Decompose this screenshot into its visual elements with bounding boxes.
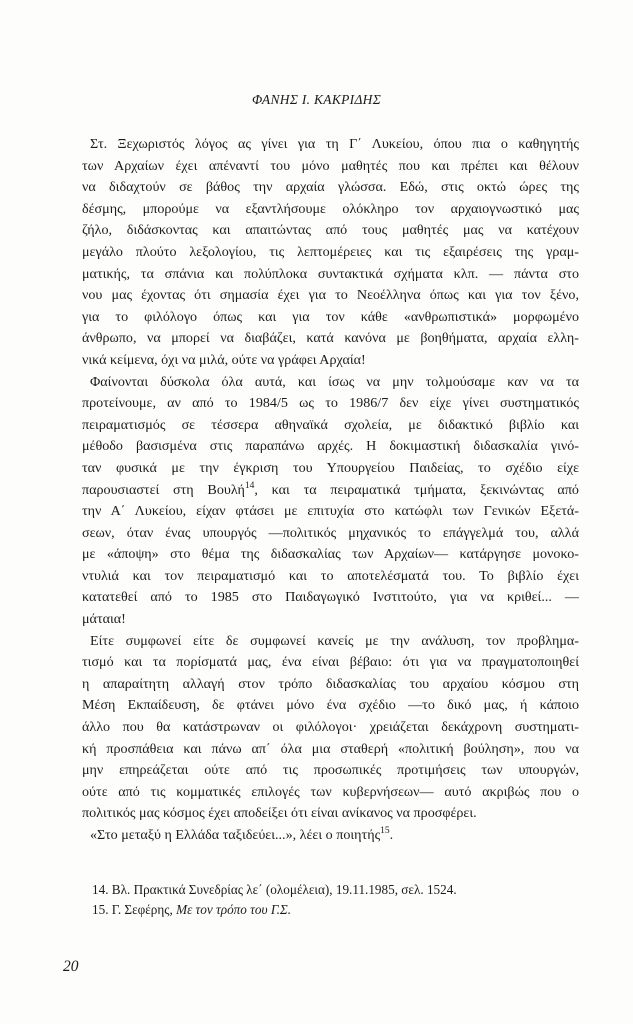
text-line: κή προσπάθεια και πάνω απ΄ όλα μια σταθερή «πολιτική βούληση», που να bbox=[82, 740, 579, 757]
text-segment: «Στο μεταξύ η Ελλάδα ταξιδεύει...», λέει ο ποιητής bbox=[90, 827, 381, 843]
text-line: την Α΄ Λυκείου, είχαν φτάσει με επιτυχία στο κατώφλι των Γενικών Εξετά- bbox=[82, 503, 579, 520]
footnote-ref-15: 15 bbox=[380, 826, 390, 836]
text-line: ζήλο, διδάσκοντας και απαιτώντας από τους μαθητές μας να κατέχουν bbox=[82, 222, 579, 239]
text-line: νου μας έχοντας ότι σημασία έχει για το Νεοέλληνα όπως και για τον ξένο, bbox=[82, 287, 579, 304]
text-line: Φαίνονται δύσκολα όλα αυτά, και ίσως να μην τολμούσαμε καν να τα bbox=[90, 373, 579, 390]
text-segment: , και τα πειραματικά τμήματα, ξεκινώντας από bbox=[254, 481, 579, 498]
text-line: ντυλιά και τον πειραματισμό και το αποτελέσματά του. Το βιβλίο έχει bbox=[82, 567, 579, 584]
body-text bbox=[82, 134, 579, 847]
text-line: μέθοδο βασισμένα στις παραπάνω αρχές. Η δοκιμαστική διδασκαλία γινό- bbox=[82, 438, 579, 455]
footnote-15-prefix: 15. Γ. Σεφέρης, bbox=[92, 902, 177, 917]
footnote-14: 14. Βλ. Πρακτικά Συνεδρίας λε΄ (ολομέλεια), 19.11.1985, σελ. 1524. bbox=[92, 882, 457, 897]
paragraph bbox=[82, 631, 579, 825]
footnotes bbox=[92, 880, 582, 920]
text-line: μεγάλο πλούτο λεξολογίου, τις λεπτομέρειες και τις εξαιρέσεις της γραμ- bbox=[82, 243, 579, 260]
text-line: δέσμης, μπορούμε να εξαντλήσουμε ολόκληρο τον αρχαιογνωστικό μας bbox=[82, 200, 579, 217]
paragraph bbox=[82, 372, 579, 631]
text-line-with-footnote bbox=[82, 825, 579, 847]
footnote-15 bbox=[92, 900, 582, 920]
text-line: μάταια! bbox=[82, 611, 126, 628]
footnote-15-title: Με τον τρόπο του Γ.Σ. bbox=[176, 902, 292, 917]
text-line: κατατεθεί από το 1985 στο Παιδαγωγικό Ινστιτούτο, για να κριθεί... — bbox=[82, 589, 579, 606]
text-line: πολιτικός μας κόσμος έχει αποδείξει ότι είναι ανίκανος να προσφέρει. bbox=[82, 805, 477, 822]
paragraph bbox=[82, 134, 579, 372]
text-line: με «άποψη» στο θέμα της διδασκαλίας των Αρχαίων— κατάργησε μονοκο- bbox=[82, 546, 579, 563]
text-line: ούτε από τις κομματικές επιλογές των κυβερνήσεων— αυτό ακριβώς που ο bbox=[82, 783, 579, 800]
text-line: ταν φυσικά με την έγκριση του Υπουργείου Παιδείας, το σχέδιο είχε bbox=[82, 459, 579, 476]
text-line: Είτε συμφωνεί είτε δε συμφωνεί κανείς με την ανάλυση, τον προβλημα- bbox=[90, 632, 579, 649]
running-head: ΦΑΝΗΣ Ι. ΚΑΚΡΙΔΗΣ bbox=[251, 92, 382, 107]
text-line: νικά κείμενα, όχι να μιλά, ούτε να γράφει Αρχαία! bbox=[82, 351, 366, 368]
text-segment: . bbox=[389, 827, 394, 843]
text-line: να διδαχτούν σε βάθος την αρχαία γλώσσα. Εδώ, στις οκτώ ώρες της bbox=[82, 179, 579, 196]
text-line: Μέση Εκπαίδευση, δε φτάνει μόνο ένα σχέδιο —το δικό μας, ή κάποιο bbox=[82, 697, 579, 714]
text-line: των Αρχαίων έχει απέναντί του μόνο μαθητές που και πρέπει και θέλουν bbox=[82, 157, 579, 174]
paragraph bbox=[82, 825, 579, 847]
text-line: η απαραίτητη αλλαγή στον τρόπο διδασκαλίας του αρχαίου κόσμου στη bbox=[82, 675, 579, 692]
text-line: σεων, όταν ένας υπουργός —πολιτικός μηχανικός το επάγγελμά του, αλλά bbox=[82, 524, 579, 541]
footnote-ref-14: 14 bbox=[244, 480, 255, 491]
text-line-with-footnote bbox=[82, 480, 579, 502]
text-line: μην επηρεάζεται ούτε από τις προσωπικές προτιμήσεις των υπουργών, bbox=[82, 762, 579, 779]
text-line: για το φιλόλογο όπως και για τον κάθε «ανθρωπιστικά» μορφωμένο bbox=[82, 308, 579, 325]
page-number: 20 bbox=[63, 958, 79, 975]
text-line: προτείνουμε, αν από το 1984/5 ως το 1986/7 δεν είχε γίνει συστηματικός bbox=[82, 395, 579, 412]
text-line: τισμό και τα πορίσματά μας, ένα είναι βέβαιο: ότι για να πραγματοποιηθεί bbox=[82, 654, 579, 671]
text-line: άλλο που θα κατάστρωναν οι φιλόλογοι· χρειάζεται δεκάχρονη συστηματι- bbox=[82, 719, 579, 736]
text-line: Στ. Ξεχωριστός λόγος ας γίνει για τη Γ΄ Λυκείου, όπου πια ο καθηγητής bbox=[90, 136, 579, 152]
text-line: ματικής, τα σπάνια και πολύπλοκα συντακτικά σχήματα κλπ. — πάντα στο bbox=[82, 265, 579, 282]
text-segment: παρουσιαστεί στη Βουλή bbox=[82, 481, 245, 498]
text-line: πειραματισμός σε τέσσερα αθηναϊκά σχολεία, με διδακτικό βιβλίο και bbox=[82, 416, 579, 433]
text-line: άνθρωπο, να μπορεί να διαβάζει, κατά κανόνα με βοηθήματα, αρχαία ελλη- bbox=[82, 330, 579, 347]
